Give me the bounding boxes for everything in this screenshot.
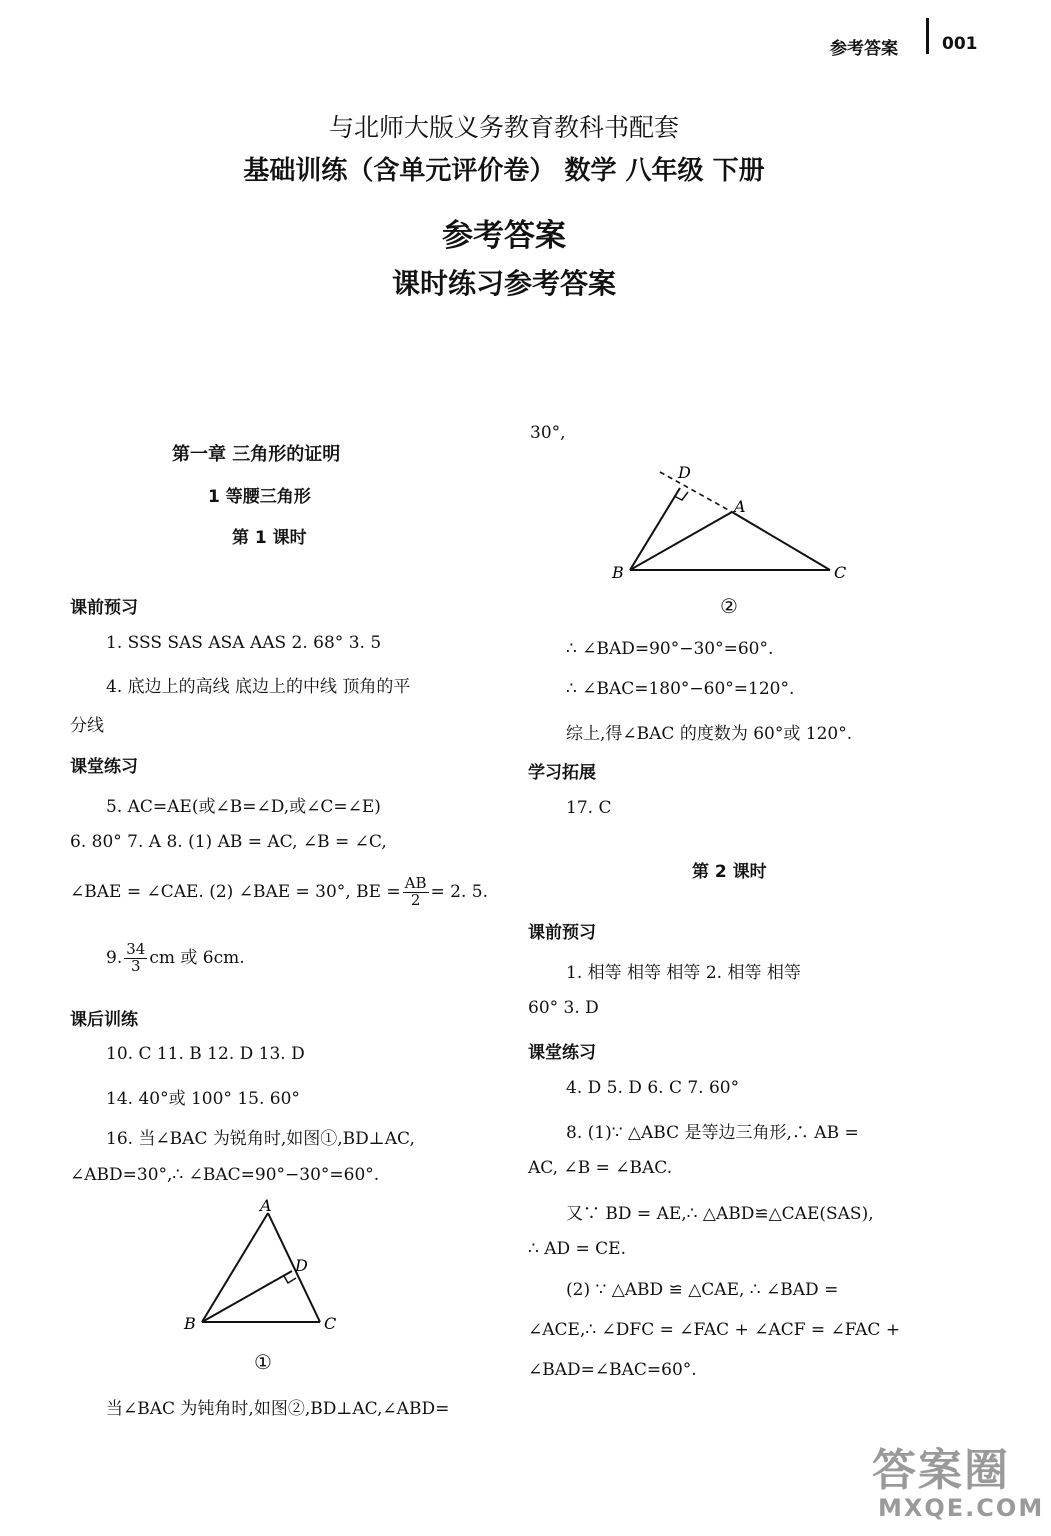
segment-ab [202, 1213, 268, 1322]
page-title: 参考答案 [442, 218, 566, 254]
answer-line: 60° 3. D [528, 998, 599, 1018]
answer-line: 综上,得∠BAC 的度数为 60°或 120°. [566, 724, 853, 744]
answer-line: 4. 底边上的高线 底边上的中线 顶角的平 [106, 677, 411, 697]
point-label-a: A [260, 1196, 272, 1215]
answer-line: ∴ ∠BAC=180°−60°=120°. [566, 679, 795, 699]
answer-line: ∠ABD=30°,∴ ∠BAC=90°−30°=60°. [70, 1165, 380, 1185]
answer-line: 1. 相等 相等 相等 2. 相等 相等 [566, 963, 801, 983]
heading-preview: 课前预习 [70, 598, 138, 618]
answer-line: 16. 当∠BAC 为锐角时,如图①,BD⊥AC, [106, 1129, 415, 1149]
extension-ca-dashed [660, 472, 732, 512]
watermark-url: MXQE.COM [878, 1494, 1045, 1522]
answer-line: 6. 80° 7. A 8. (1) AB = AC, ∠B = ∠C, [70, 832, 387, 852]
header-divider [926, 18, 929, 54]
heading-extension: 学习拓展 [528, 763, 596, 783]
point-label-d: D [295, 1256, 308, 1275]
answer-text: ∠BAE = ∠CAE. (2) ∠BAE = 30°, BE = [70, 881, 401, 902]
section-heading: 1 等腰三角形 [208, 487, 311, 507]
answer-line: 分线 [70, 716, 104, 736]
answer-line: 又∵ BD = AE,∴ △ABD≌△CAE(SAS), [566, 1204, 874, 1224]
segment-ac [268, 1213, 320, 1322]
point-label-c: C [324, 1314, 337, 1333]
answer-line: 当∠BAC 为钝角时,如图②,BD⊥AC,∠ABD= [106, 1399, 450, 1419]
heading-after-class: 课后训练 [70, 1010, 138, 1030]
answer-line: 17. C [566, 798, 612, 818]
fraction [124, 942, 147, 975]
lesson-heading-2: 第 2 课时 [692, 862, 767, 882]
fraction-denominator: 3 [131, 956, 141, 975]
answer-line: 4. D 5. D 6. C 7. 60° [566, 1078, 740, 1098]
point-label-d: D [678, 463, 691, 482]
answer-line: 8. (1)∵ △ABC 是等边三角形,∴ AB = [566, 1123, 859, 1143]
segment-bd [630, 488, 680, 570]
answer-text: = 2. 5. [430, 881, 489, 902]
figure-1-triangle [180, 1195, 350, 1340]
answer-line: 5. AC=AE(或∠B=∠D,或∠C=∠E) [106, 797, 381, 817]
answer-line-fraction [70, 876, 488, 909]
answer-line-fraction [106, 942, 245, 975]
answer-text: 9. [106, 947, 123, 968]
chapter-heading: 第一章 三角形的证明 [172, 444, 341, 465]
answer-line: 10. C 11. B 12. D 13. D [106, 1044, 305, 1064]
heading-class-practice: 课堂练习 [528, 1043, 596, 1063]
point-label-b: B [184, 1314, 196, 1333]
lesson-heading-1: 第 1 课时 [232, 528, 307, 548]
answer-text: cm 或 6cm. [149, 947, 245, 968]
answer-line: AC, ∠B = ∠BAC. [528, 1158, 673, 1178]
fraction-denominator: 2 [410, 890, 421, 909]
figure-2-triangle [608, 460, 858, 585]
page-subtitle: 课时练习参考答案 [391, 267, 616, 300]
point-label-a: A [734, 497, 746, 516]
answer-line: 1. SSS SAS ASA AAS 2. 68° 3. 5 [106, 633, 382, 653]
answer-line: ∠ACE,∴ ∠DFC = ∠FAC + ∠ACF = ∠FAC + [528, 1320, 901, 1340]
fraction-numerator: 34 [126, 940, 146, 958]
figure-2-label: ② [720, 594, 738, 618]
book-title: 基础训练（含单元评价卷） 数学 八年级 下册 [243, 156, 765, 186]
answer-line: ∴ ∠BAD=90°−30°=60°. [566, 639, 774, 659]
figure-1-label: ① [254, 1350, 272, 1374]
right-angle-mark [284, 1276, 296, 1283]
heading-preview: 课前预习 [528, 923, 596, 943]
answer-line: 14. 40°或 100° 15. 60° [106, 1089, 300, 1109]
fraction [403, 876, 429, 909]
answer-line: ∠BAD=∠BAC=60°. [528, 1360, 697, 1380]
fraction-numerator: AB [404, 874, 427, 892]
page-number: 001 [942, 34, 978, 54]
point-label-b: B [612, 563, 624, 582]
running-header-section: 参考答案 [830, 39, 898, 59]
heading-class-practice: 课堂练习 [70, 757, 138, 777]
answer-line: (2) ∵ △ABD ≌ △CAE, ∴ ∠BAD = [566, 1280, 839, 1300]
answer-line: 30°, [530, 423, 566, 443]
segment-ba [630, 512, 732, 570]
book-series-title: 与北师大版义务教育教科书配套 [328, 113, 679, 142]
segment-ac [732, 512, 830, 570]
point-label-c: C [834, 563, 847, 582]
answer-line: ∴ AD = CE. [528, 1239, 626, 1259]
segment-bd [202, 1271, 292, 1322]
watermark-logo: 答案圈 [872, 1445, 1010, 1496]
